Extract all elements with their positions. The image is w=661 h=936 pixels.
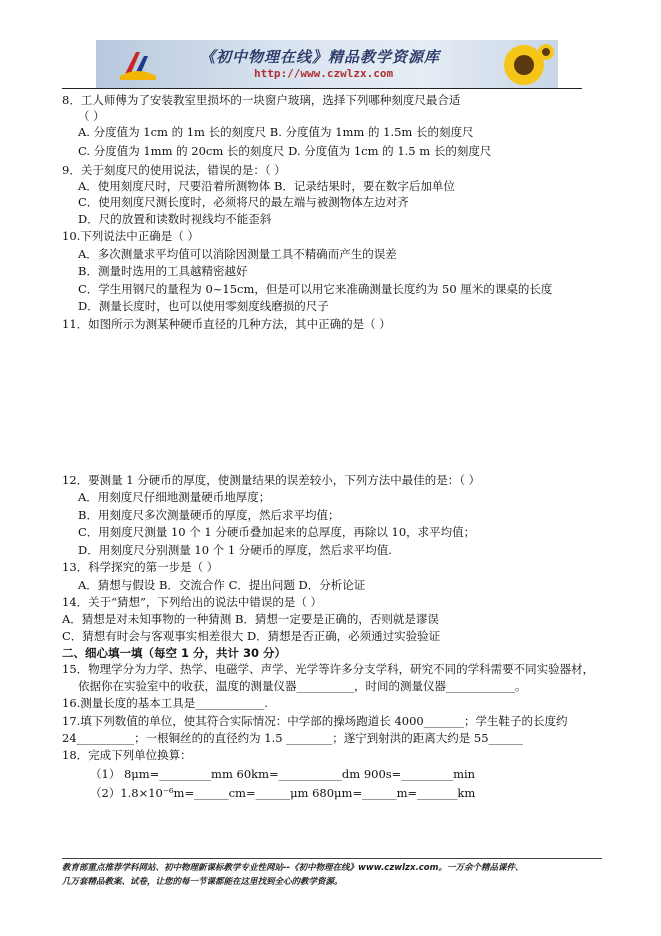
question-17-line-1: 17.填下列数值的单位，使其符合实际情况：中学部的操场跑道长 4000_______；学生鞋子的长度约 [62, 714, 568, 728]
question-8-stem: 8．工人师傅为了安装教室里损坏的一块窗户玻璃，选择下列哪种刻度尺最合适 [62, 93, 461, 107]
question-10-option-a: A．多次测量求平均值可以消除因测量工具不精确而产生的误差 [78, 247, 397, 261]
question-11-stem: 11．如图所示为测某种硬币直径的几种方法，其中正确的是（ ） [62, 317, 391, 331]
question-18-part-1: （1） 8μm=_________mm 60km=___________dm 900s=_________min [90, 767, 476, 781]
header-rule [62, 88, 582, 89]
question-9-options-ab: A．使用刻度尺时，尺要沿着所测物体 B．记录结果时，要在数字后加单位 [78, 179, 455, 193]
site-logo-icon [118, 46, 158, 84]
question-9-option-c: C．使用刻度尺测长度时，必须将尺的最左端与被测物体左边对齐 [78, 195, 409, 209]
question-14-stem: 14．关于“猜想”，下列给出的说法中错误的是（ ） [62, 595, 323, 609]
question-16: 16.测量长度的基本工具是____________. [62, 696, 268, 710]
footer-line-2: 几万套精品教案、试卷，让您的每一节课都能在这里找到全心的教学资源。 [62, 877, 343, 887]
question-14-options-ab: A．猜想是对未知事物的一种猜测 B．猜想一定要是正确的，否则就是谬误 [62, 612, 439, 626]
question-18-stem: 18．完成下列单位换算： [62, 748, 192, 762]
question-8-options-cd: C. 分度值为 1mm 的 20cm 长的刻度尺 D. 分度值为 1cm 的 1.5 m 长的刻度尺 [78, 144, 492, 158]
section-2-heading: 二、细心填一填（每空 1 分，共计 30 分） [62, 646, 287, 660]
question-10-stem: 10.下列说法中正确是（ ） [62, 229, 199, 243]
question-12-option-a: A．用刻度尺仔细地测量硬币地厚度； [78, 490, 271, 504]
question-10-option-b: B．测量时选用的工具越精密越好 [78, 264, 248, 278]
question-12-option-b: B．用刻度尺多次测量硬币的厚度，然后求平均值； [78, 508, 340, 522]
header-banner [96, 40, 558, 88]
question-13-stem: 13．科学探究的第一步是（ ） [62, 560, 219, 574]
question-8-options-ab: A. 分度值为 1cm 的 1m 长的刻度尺 B. 分度值为 1mm 的 1.5m 长的刻度尺 [78, 125, 474, 139]
sunflower-icon [494, 42, 554, 88]
question-13-options: A．猜想与假设 B．交流合作 C．提出问题 D．分析论证 [78, 578, 366, 592]
question-10-option-d: D．测量长度时，也可以使用零刻度线磨损的尺子 [78, 299, 329, 313]
question-12-stem: 12．要测量 1 分硬币的厚度，使测量结果的误差较小，下列方法中最佳的是：（ ） [62, 473, 481, 487]
question-18-part-2: （2）1.8×10⁻⁶m=______cm=______μm 680μm=______m=_______km [90, 786, 476, 800]
header-url: http://www.czwlzx.com [254, 67, 394, 80]
question-17-line-2: 24__________；一根铜丝的的直径约为 1.5 ________；遂宁到射洪的距离大约是 55______ [62, 731, 524, 745]
question-12-option-d: D．用刻度尺分别测量 10 个 1 分硬币的厚度，然后求平均值. [78, 543, 392, 557]
question-15-line-2: 依据你在实验室中的收获，温度的测量仪器__________，时间的测量仪器____________。 [78, 679, 527, 693]
question-15-line-1: 15．物理学分为力学、热学、电磁学、声学、光学等许多分支学科，研究不同的学科需要不同实验器材， [62, 662, 595, 676]
question-9-option-d: D．尺的放置和读数时视线均不能歪斜 [78, 212, 272, 226]
question-14-options-cd: C．猜想有时会与客观事实相差很大 D．猜想是否正确，必须通过实验验证 [62, 629, 441, 643]
question-10-option-c: C．学生用钢尺的量程为 0~15cm，但是可以用它来准确测量长度约为 50 厘米的课桌的长度 [78, 282, 553, 296]
footer-line-1: 教育部重点推荐学科网站、初中物理新课标教学专业性网站--《初中物理在线》www.czwlzx.com。一万余个精品课件、 [62, 863, 524, 873]
question-9-stem: 9．关于刻度尺的使用说法，错误的是：（ ） [62, 163, 286, 177]
header-title: 《初中物理在线》精品教学资源库 [200, 48, 441, 66]
question-12-option-c: C．用刻度尺测量 10 个 1 分硬币叠加起来的总厚度，再除以 10，求平均值； [78, 525, 476, 539]
footer-rule [62, 858, 602, 859]
question-8-bracket: （ ） [78, 109, 105, 123]
